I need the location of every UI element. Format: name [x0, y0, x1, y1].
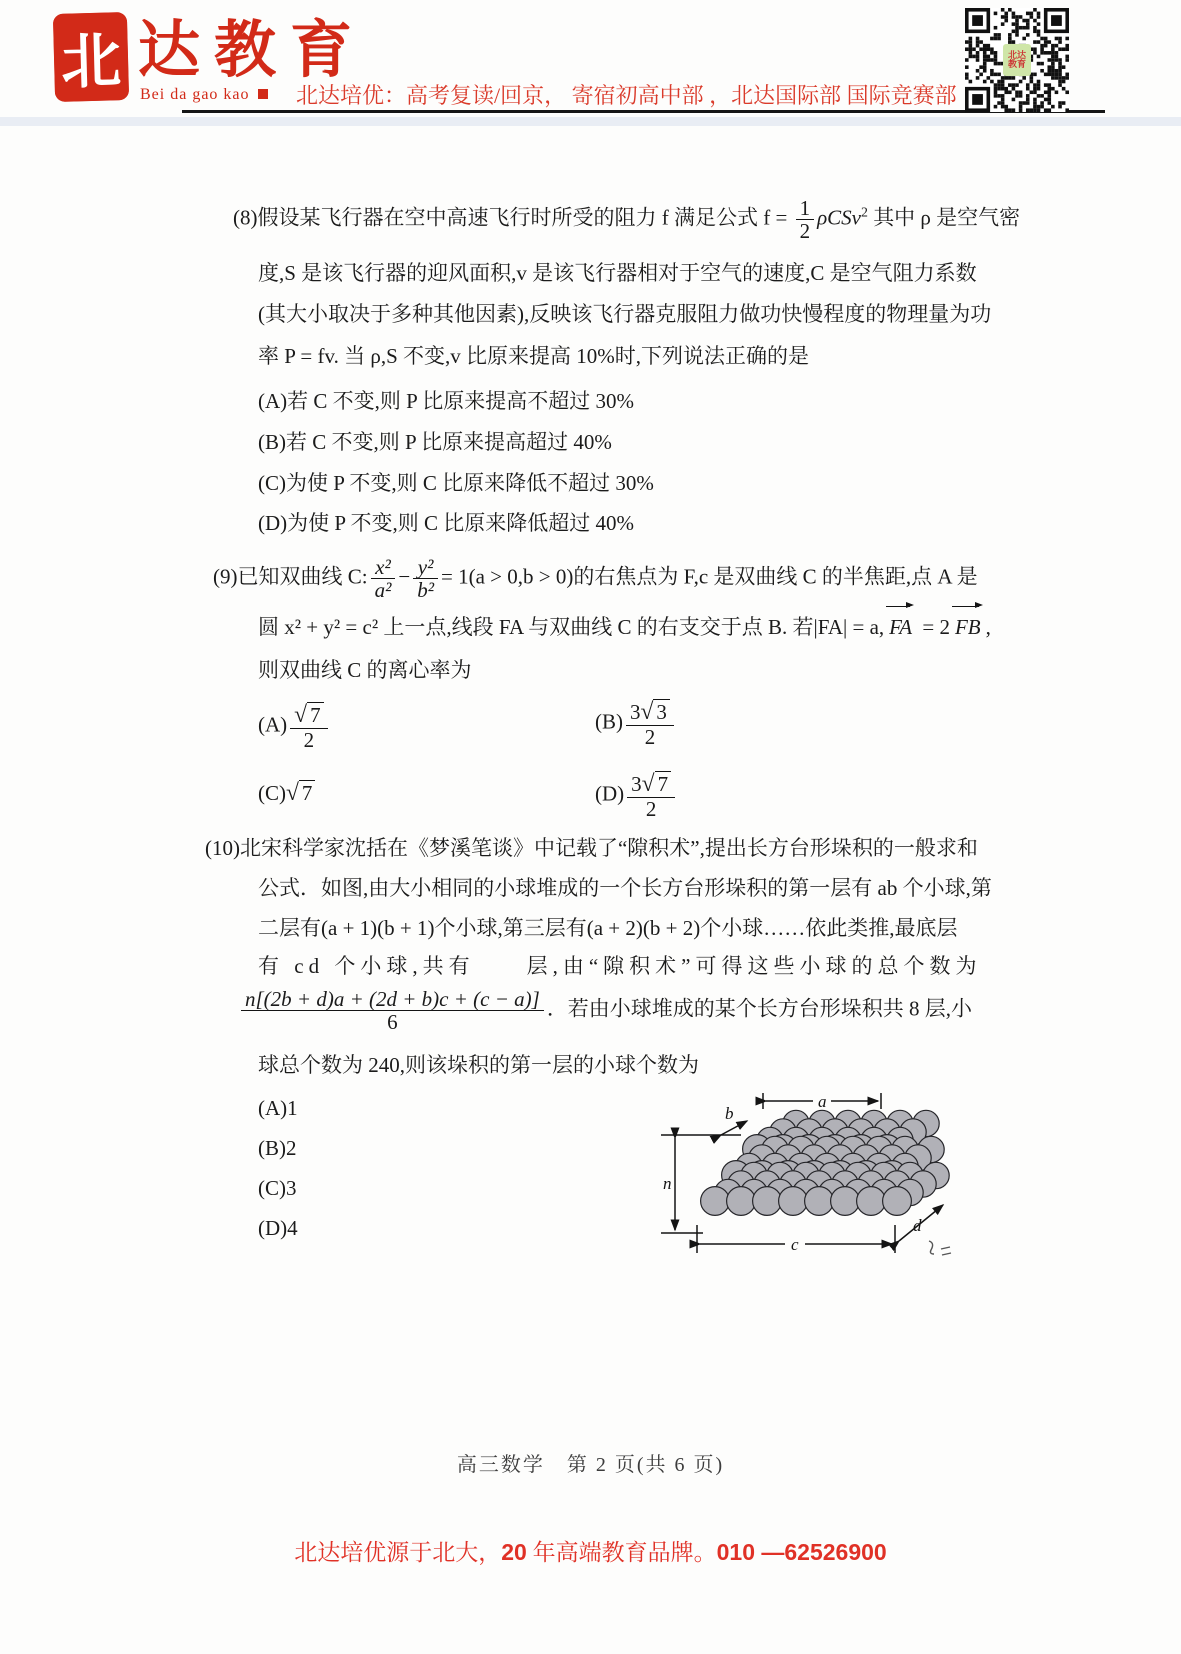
q9-stem-line3: 则双曲线 C 的离心率为 [258, 658, 472, 682]
q9-stem-line2: 圆 x² + y² = c² 上一点,线段 FA 与双曲线 C 的右支交于点 B. 若|FA| = a, FA = 2 FB , [258, 612, 991, 642]
ball-pile-svg [645, 1083, 955, 1263]
stray-pen-marks [929, 1241, 934, 1254]
dim-label-a: a [818, 1092, 827, 1111]
q10-stem-line3: 二层有(a + 1)(b + 1)个小球,第三层有(a + 2)(b + 2)个小球……依此类推,最底层 [258, 916, 958, 940]
fraction: $\frac{\text{y²}}{\text{b²}}$ [413, 556, 438, 601]
bottom-promo-line: 北达培优源于北大，20 年高端教育品牌。010 —62526900 [294, 1539, 887, 1565]
header-tagline: 北达培优：高考复读/回京， 寄宿初高中部 ，北达国际部 国际竞赛部 [296, 83, 957, 108]
fraction: $\frac{\text{x²}}{\text{a²}}$ [371, 556, 396, 601]
brand-square-icon [258, 89, 268, 99]
q10-stem-line4: 有 cd 个小球,共有 层,由“隙积术”可得这些小球的总个数为 [258, 954, 982, 978]
q10-stem-line1: (10)北宋科学家沈括在《梦溪笔谈》中记载了“隙积术”,提出长方台形垛积的一般求和 [205, 836, 978, 860]
gap-volume-formula: $\frac{n[(2b + d)a + (2d + b)c + (c - a)]}{6}$ [241, 988, 544, 1033]
q9-option-b: (B) $\frac{3√ 3}{2}$ [595, 700, 677, 748]
phone-number: 010 —62526900 [716, 1539, 887, 1565]
q10-stem-line2: 公式．如图,由大小相同的小球堆成的一个长方台形垛积的第一层有 ab 个小球,第 [258, 876, 992, 900]
q10-option-b: (B)2 [258, 1136, 297, 1160]
stray-pen-marks-2 [941, 1247, 951, 1255]
qr-center-label: 北达 教育 [1003, 44, 1031, 76]
q10-option-a: (A)1 [258, 1096, 298, 1120]
q8-option-b: (B)若 C 不变,则 P 比原来提高超过 40% [258, 430, 612, 454]
q8-stem-line2: 度,S 是该飞行器的迎风面积,v 是该飞行器相对于空气的速度,C 是空气阻力系数 [258, 261, 977, 285]
q8-option-d: (D)为使 P 不变,则 C 比原来降低超过 40% [258, 511, 635, 535]
q10-option-d: (D)4 [258, 1216, 298, 1240]
q8-option-c: (C)为使 P 不变,则 C 比原来降低不超过 30% [258, 471, 654, 495]
page-footer: 高三数学 第 2 页(共 6 页) [456, 1454, 725, 1476]
q9-option-a: (A) $\frac{√ 7}{2}$ [258, 703, 331, 751]
vector-FA: FA [886, 612, 915, 642]
brand-title: 达教育 [138, 17, 367, 85]
q9-stem-line1: (9)已知双曲线 C: $\frac{\text{x²}}{\text{a²}}$ − $\frac{\text{y²}}{\text{b²}}$ = 1(a > 0,b > 0)的右焦点为 F,c 是双曲线 C 的半焦距,点 A 是 [213, 555, 978, 603]
fraction: $\frac{1}{2}$ [796, 197, 815, 242]
seal-character: 北 [60, 28, 122, 96]
q8-stem-line3: (其大小取决于多种其他因素),反映该飞行器克服阻力做功快慢程度的物理量为功 [258, 302, 992, 326]
q8-option-a: (A)若 C 不变,则 P 比原来提高不超过 30% [258, 389, 635, 413]
brand-seal-logo [53, 12, 129, 102]
q10-option-c: (C)3 [258, 1176, 297, 1200]
scan-band-artifact [0, 117, 1181, 126]
fraction: $\frac{√ 7}{2}$ [290, 703, 327, 751]
q8-stem-line4: 率 P = fv. 当 ρ,S 不变,v 比原来提高 10%时,下列说法正确的是 [258, 344, 810, 368]
ball-pile-diagram [645, 1083, 955, 1263]
qr-code [965, 8, 1069, 112]
q10-stem-line6: 球总个数为 240,则该垛积的第一层的小球个数为 [258, 1053, 699, 1077]
q8-stem-line1: (8)假设某飞行器在空中高速飞行时所受的阻力 f 满足公式 f = $\frac{1}{2}$ ρCSv$^2$ 其中 ρ 是空气密 [233, 196, 1021, 244]
b-arrow [721, 1121, 747, 1135]
fraction: $\frac{3√ 3}{2}$ [626, 700, 674, 748]
fraction: $\frac{3√ 7}{2}$ [627, 772, 675, 820]
dim-label-c: c [791, 1235, 799, 1254]
brand-subtitle: Bei da gao kao [140, 86, 268, 104]
dim-label-n: n [663, 1174, 672, 1193]
q10-formula-line: $\frac{n[(2b + d)a + (2d + b)c + (c - a)]}{6}$ ．若由小球堆成的某个长方台形垛积共 8 层,小 [238, 988, 972, 1033]
dim-label-b: b [725, 1104, 734, 1123]
q9-option-d: (D) $\frac{3√ 7}{2}$ [595, 772, 678, 820]
q9-option-c: (C)√ 7 [258, 778, 315, 808]
dim-label-d: d [913, 1216, 922, 1235]
vector-FB: FB [952, 612, 984, 642]
